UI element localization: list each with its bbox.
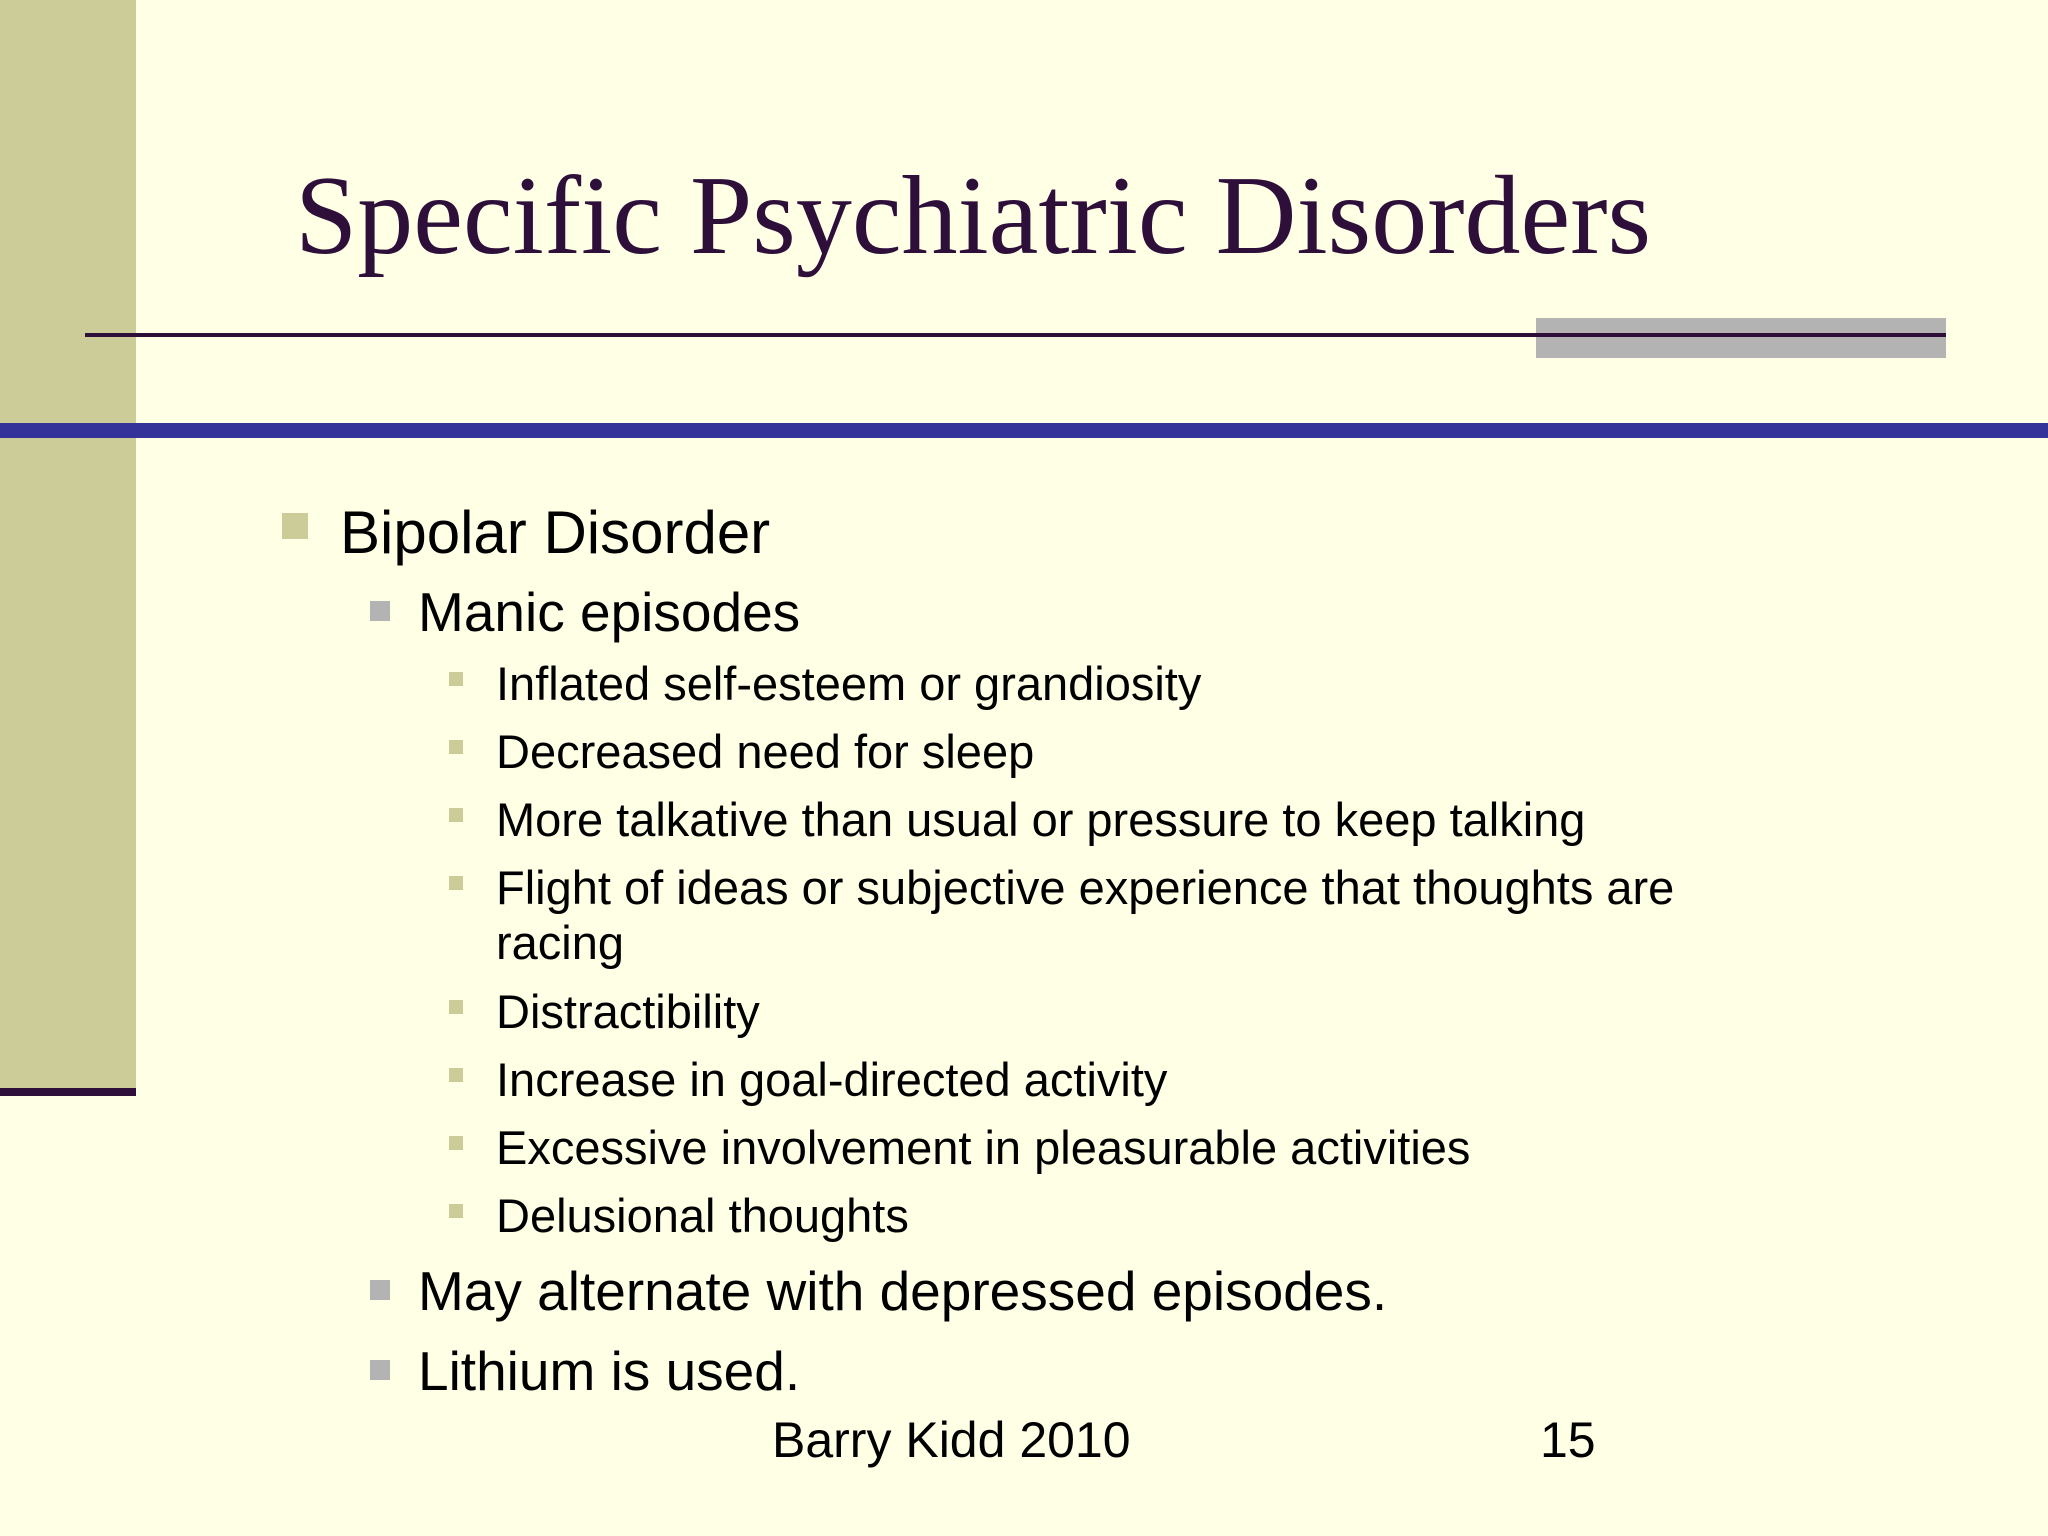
bullet-pleasurable-activities: Excessive involvement in pleasurable activities (496, 1121, 1471, 1174)
blue-divider-band (0, 423, 2048, 438)
bullet-lithium: Lithium is used. (418, 1340, 801, 1402)
bullet-square-icon (370, 1360, 390, 1380)
bullet-square-icon (449, 740, 463, 754)
bullet-flight-of-ideas: Flight of ideas or subjective experience that thoughts are (496, 861, 1675, 914)
bullet-flight-of-ideas-continued: racing (496, 916, 625, 969)
footer-page-number: 15 (1540, 1412, 1596, 1468)
bullet-decreased-sleep: Decreased need for sleep (496, 725, 1035, 778)
title-rule-gray-block (1536, 318, 1946, 358)
bullet-distractibility: Distractibility (496, 985, 760, 1038)
bullet-depressed-episodes: May alternate with depressed episodes. (418, 1260, 1388, 1322)
bullet-square-icon (449, 672, 463, 686)
bullet-square-icon (449, 1068, 463, 1082)
bullet-goal-directed: Increase in goal-directed activity (496, 1053, 1168, 1106)
bullet-bipolar-disorder: Bipolar Disorder (340, 499, 771, 566)
slide-title: Specific Psychiatric Disorders (295, 154, 1652, 278)
bullet-talkative: More talkative than usual or pressure to keep talking (496, 793, 1586, 846)
bullet-inflated-self-esteem: Inflated self-esteem or grandiosity (496, 657, 1202, 710)
bullet-square-icon (370, 1280, 390, 1300)
bullet-square-icon (449, 1000, 463, 1014)
footer-author: Barry Kidd 2010 (772, 1412, 1131, 1468)
bullet-square-icon (449, 1204, 463, 1218)
left-side-bar (0, 0, 136, 1090)
bullet-square-icon (282, 513, 308, 539)
title-underline (85, 333, 1946, 337)
left-bar-accent-line (0, 1088, 136, 1096)
bullet-manic-episodes: Manic episodes (418, 581, 801, 643)
bullet-delusional-thoughts: Delusional thoughts (496, 1189, 909, 1242)
bullet-square-icon (449, 876, 463, 890)
bullet-square-icon (449, 808, 463, 822)
bullet-square-icon (370, 601, 390, 621)
bullet-square-icon (449, 1136, 463, 1150)
